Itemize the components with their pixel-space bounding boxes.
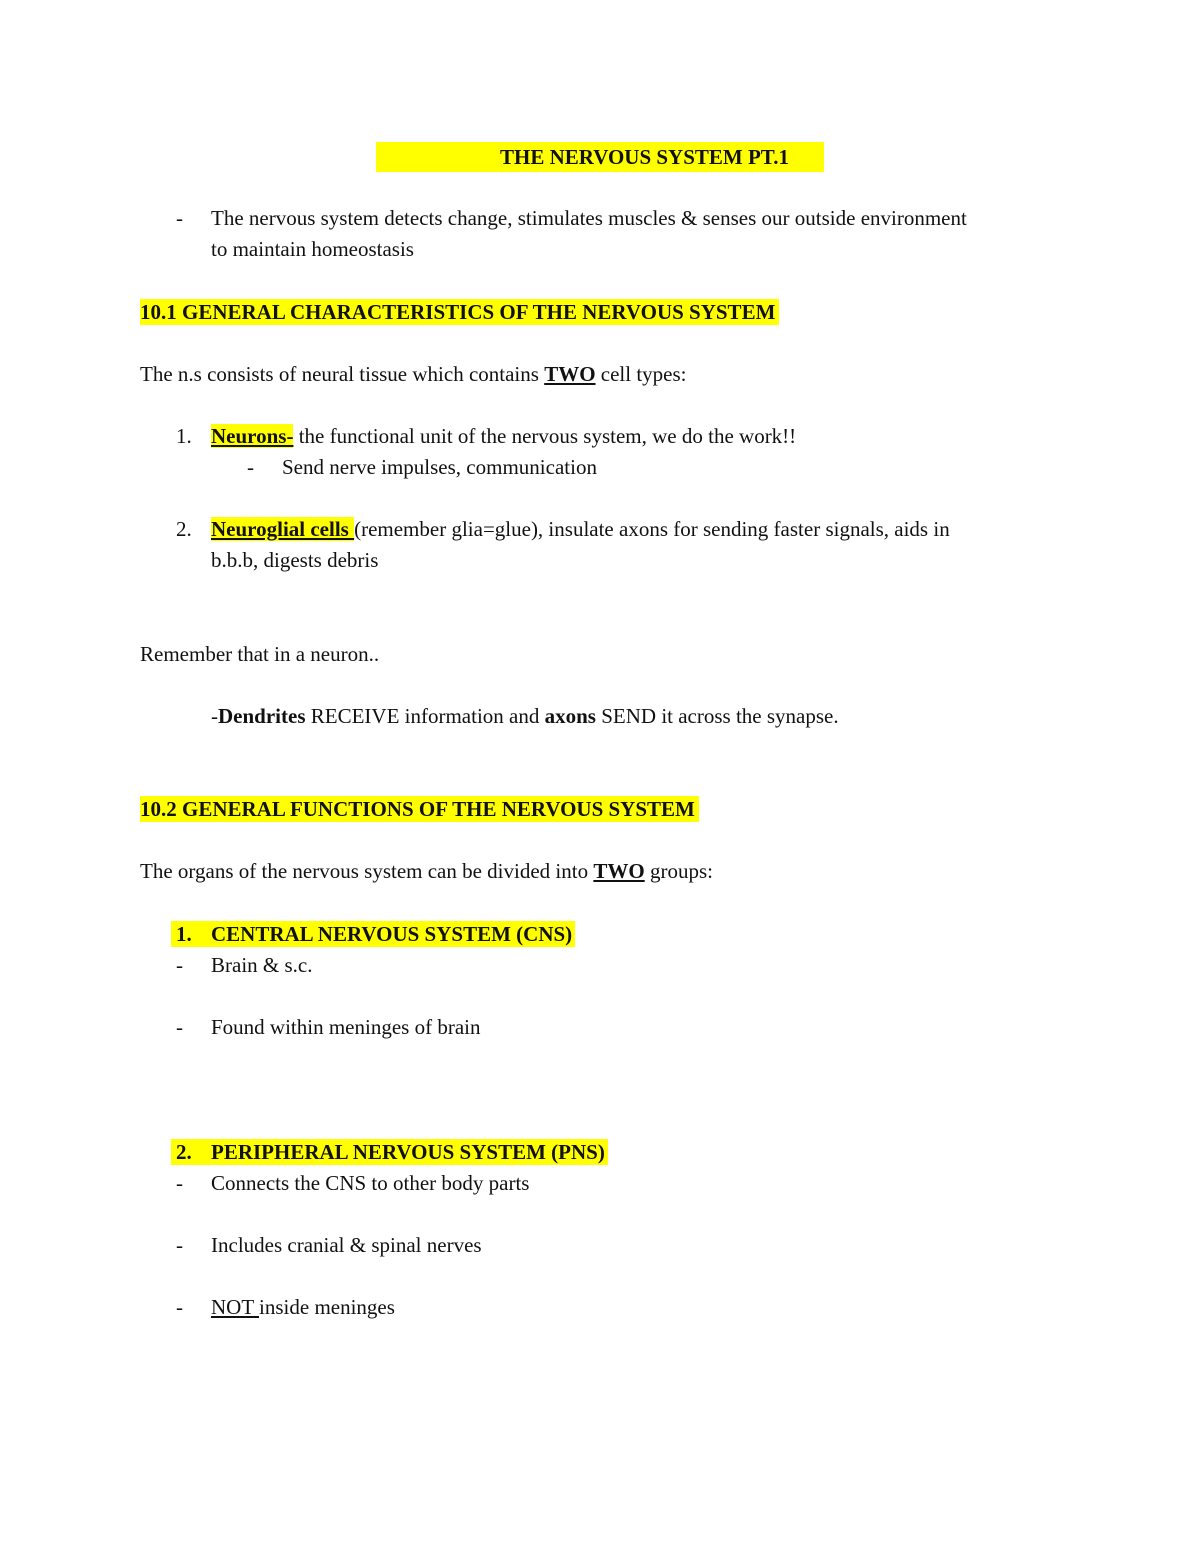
term-neurons: Neurons-: [211, 424, 294, 448]
page-title: [376, 142, 824, 172]
section-2-intro-emphasis: TWO: [593, 859, 645, 883]
cns-bullet: -: [176, 1015, 183, 1039]
pns-number: 2.: [176, 1140, 192, 1164]
pns-bullet: -: [176, 1295, 183, 1319]
page-title-text: THE NERVOUS SYSTEM PT.1: [500, 145, 790, 169]
remember-note: Remember that in a neuron..: [140, 642, 380, 666]
list-item-number: 2.: [176, 517, 192, 541]
list-item-number: 1.: [176, 424, 192, 448]
pns-bullet: -: [176, 1233, 183, 1257]
cns-point-1: Brain & s.c.: [211, 953, 313, 977]
cns-number: 1.: [176, 922, 192, 946]
section-2-intro: [140, 858, 713, 884]
pns-heading: [171, 1139, 608, 1165]
cns-bullet: -: [176, 953, 183, 977]
neurons-description: the functional unit of the nervous system, we do the work!!: [293, 424, 797, 448]
neuroglial-description-2: b.b.b, digests debris: [211, 548, 379, 572]
neuron-note-mid: RECEIVE information and: [305, 704, 545, 728]
pns-heading-text: PERIPHERAL NERVOUS SYSTEM (PNS): [211, 1140, 605, 1164]
list-item-neuroglial: [211, 516, 950, 542]
section-2-intro-tail: groups:: [644, 859, 713, 883]
neuron-note: [211, 703, 839, 729]
neurons-subpoint: Send nerve impulses, communication: [282, 455, 597, 479]
term-neuroglial-cells: Neuroglial cells: [211, 517, 355, 541]
neuron-note-prefix: -: [211, 704, 218, 728]
cns-heading: [171, 921, 575, 947]
pns-point-3: [211, 1294, 395, 1320]
term-axons: axons: [544, 704, 596, 728]
pns-point-2: Includes cranial & spinal nerves: [211, 1233, 482, 1257]
sub-bullet: -: [247, 455, 254, 479]
list-item-neurons: [211, 423, 796, 449]
intro-line-1: The nervous system detects change, stimulates muscles & senses our outside environment: [211, 206, 967, 230]
section-1-intro-tail: cell types:: [595, 362, 687, 386]
section-2-heading: 10.2 GENERAL FUNCTIONS OF THE NERVOUS SYSTEM: [140, 796, 699, 822]
section-1-heading: 10.1 GENERAL CHARACTERISTICS OF THE NERVOUS SYSTEM: [140, 299, 779, 325]
neuron-note-end: SEND it across the synapse.: [595, 704, 839, 728]
intro-line-2: to maintain homeostasis: [211, 237, 414, 261]
intro-bullet: -: [176, 206, 183, 230]
neuroglial-description: (remember glia=glue), insulate axons for sending faster signals, aids in: [354, 517, 950, 541]
pns-point-1: Connects the CNS to other body parts: [211, 1171, 530, 1195]
term-dendrites: Dendrites: [218, 704, 306, 728]
cns-point-2: Found within meninges of brain: [211, 1015, 481, 1039]
section-1-intro: [140, 361, 687, 387]
cns-heading-text: CENTRAL NERVOUS SYSTEM (CNS): [211, 922, 573, 946]
pns-point-3-text: inside meninges: [259, 1295, 395, 1319]
section-1-intro-emphasis: TWO: [544, 362, 596, 386]
pns-bullet: -: [176, 1171, 183, 1195]
section-1-intro-text: The n.s consists of neural tissue which contains: [140, 362, 545, 386]
pns-point-3-emphasis: NOT: [211, 1295, 260, 1319]
section-2-intro-text: The organs of the nervous system can be divided into: [140, 859, 594, 883]
